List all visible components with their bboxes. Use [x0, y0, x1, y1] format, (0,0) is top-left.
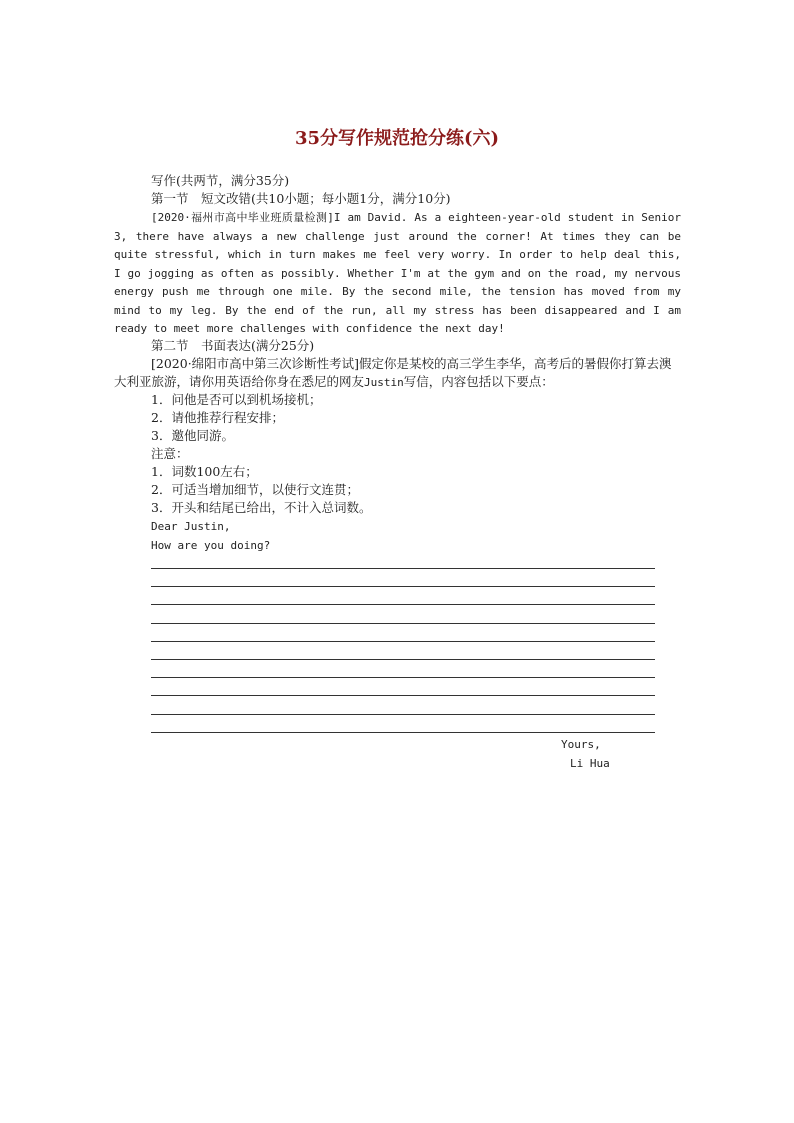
point-2: 2．请他推荐行程安排；: [151, 410, 284, 425]
answer-line[interactable]: [151, 587, 655, 605]
letter-signature: Li Hua: [570, 757, 610, 770]
part1-heading: 第一节 短文改错(共10小题；每小题1分，满分10分): [151, 191, 451, 206]
notes-label: 注意：: [151, 446, 189, 461]
answer-line[interactable]: [151, 696, 655, 714]
letter-greeting: Dear Justin,: [151, 520, 231, 533]
point-3: 3．邀他同游。: [151, 428, 234, 443]
note-1: 1．词数100左右；: [151, 464, 258, 479]
note-2: 2．可适当增加细节，以使行文连贯；: [151, 482, 359, 497]
answer-lines: [151, 568, 655, 733]
answer-line[interactable]: [151, 605, 655, 623]
prompt-name: Justin: [364, 376, 404, 389]
letter-opening: How are you doing?: [151, 539, 271, 552]
passage-text: [2020·福州市高中毕业班质量检测]I am David. As a eighteen-year-old student in Senior 3, there have always a new challenge just around the corner! At times they can be quite stressful, which in turn makes me feel very worry. In order to help deal this, I go jogging as often as possibly. Whether I'm at the gym and on the road, my nervous energy push me through one mile. By the second mile, the tension has moved from my mind to my leg. By the end of the run, all my stress has been disappeared and I am ready to meet more challenges with confidence the next day!: [114, 211, 681, 335]
answer-line[interactable]: [151, 624, 655, 642]
point-1: 1．问他是否可以到机场接机；: [151, 392, 322, 407]
page-title: 35分写作规范抢分练(六): [294, 128, 500, 149]
answer-line[interactable]: [151, 678, 655, 696]
prompt-text-2: 写信，内容包括以下要点：: [403, 374, 554, 389]
part2-heading: 第二节 书面表达(满分25分): [151, 338, 315, 353]
note-3: 3．开头和结尾已给出，不计入总词数。: [151, 500, 372, 515]
prompt-text-1: [2020·绵阳市高中第三次诊断性考试]假定你是某校的高三学生李华，高考后的暑假你打算去澳大利亚旅游，请你用英语给你身在悉尼的网友: [114, 356, 672, 389]
writing-prompt: [114, 355, 681, 392]
error-correction-passage: [114, 209, 681, 339]
answer-line[interactable]: [151, 642, 655, 660]
answer-line[interactable]: [151, 715, 655, 733]
answer-line[interactable]: [151, 660, 655, 678]
letter-closing: Yours,: [561, 738, 601, 751]
answer-line[interactable]: [151, 569, 655, 587]
section-header: 写作(共两节，满分35分): [151, 173, 290, 188]
